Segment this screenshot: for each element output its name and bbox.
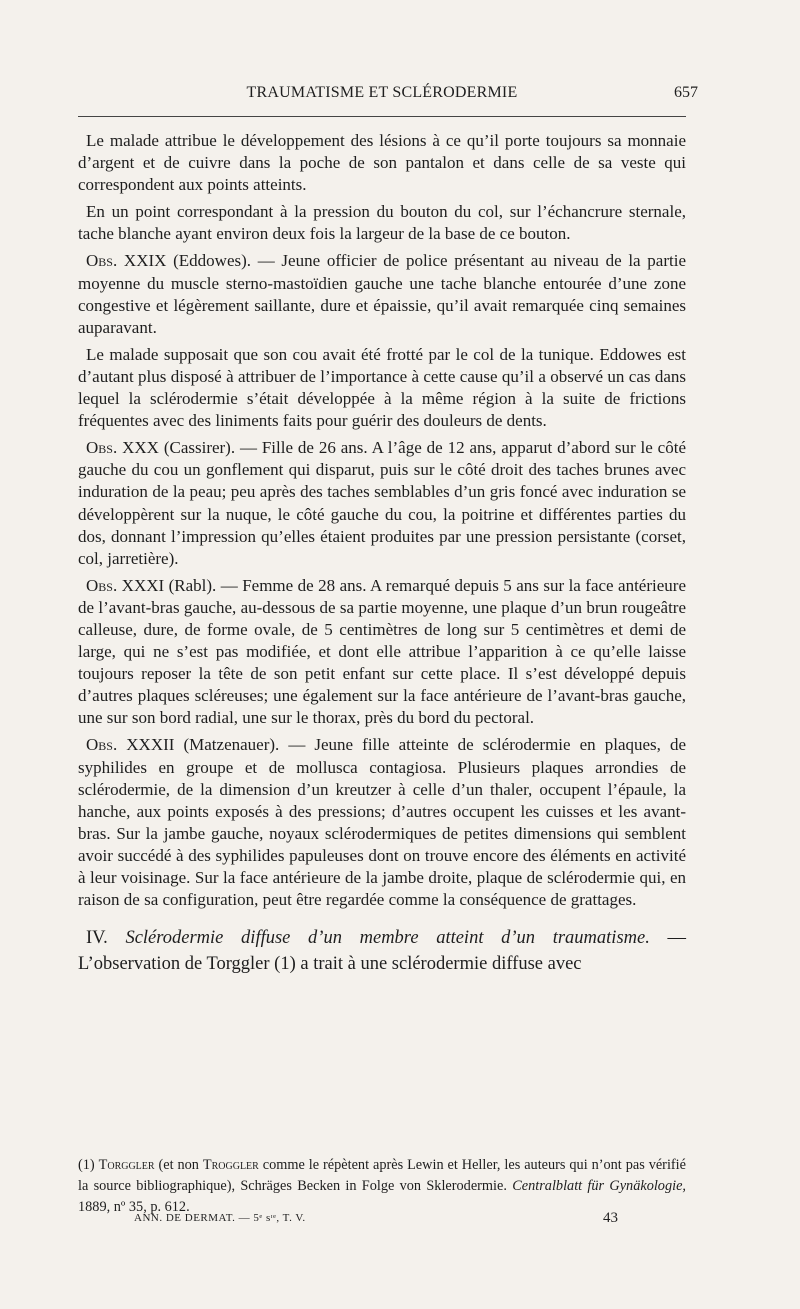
observation-label: Obs. bbox=[86, 735, 118, 755]
signature-number: 43 bbox=[603, 1210, 618, 1226]
running-title: TRAUMATISME ET SCLÉRODERMIE bbox=[246, 84, 518, 101]
section-paragraph bbox=[78, 925, 686, 977]
paragraph bbox=[78, 344, 686, 432]
observation-paragraph bbox=[78, 734, 686, 911]
footnote-text: (et non bbox=[154, 1157, 203, 1173]
paragraph-text: XXX (Cassirer). — Fille de 26 ans. A l’âge de 12 ans, apparut d’abord sur le côté gauche du cou un gonflement qui disparut, puis sur le côté droit des taches brunes avec induration de la peau; peu après des taches semblables d’un gris foncé avec induration se développèrent sur la nuque, le côté gauche du cou, la poitrine et différentes parties du dos, donnant l’impression qu’elles étaient produites par une pression persistante (corset, col, jarretière). bbox=[78, 438, 686, 568]
observation-paragraph bbox=[78, 437, 686, 570]
observation-paragraph bbox=[78, 575, 686, 730]
page-number: 657 bbox=[674, 84, 698, 101]
paragraph-text: XXXII (Matzenauer). — Jeune fille atteinte de sclérodermie en plaques, de syphilides en groupe et de mollusca contagiosa. Plusieurs plaques arrondies de sclérodermie, de la dimension d’un kreutzer à celle d’un thaler, occupent l’épaule, la hanche, aux points exposés à des pressions; d’autres occupent les cuisses et les avant-bras. Sur la jambe gauche, noyaux sclérodermiques de petites dimensions qui semblent avoir succédé à des syphilides papuleuses dont on trouve encore des éléments en activité à leur voisinage. Sur la face antérieure de la jambe droite, plaque de sclérodermie qui, en raison de sa configuration, peut être regardée comme la conséquence de grattages. bbox=[78, 735, 686, 910]
footnote-text: comme le répètent après Lewin et Heller, les auteurs qui n’ont pas vérifié la source bibliographique), Schräges Becken in Folge von Sklerodermie. bbox=[78, 1157, 686, 1194]
footnote-marker: (1) bbox=[78, 1157, 99, 1173]
section-dash: — bbox=[649, 928, 687, 949]
footnote-author: Torggler bbox=[98, 1157, 155, 1173]
printer-signature: ANN. DE DERMAT. — 5ᵉ sᶦᵉ, T. V. bbox=[134, 1212, 306, 1224]
paragraph-text: Le malade attribue le développement des lésions à ce qu’il porte toujours sa monnaie d’argent et de cuivre dans la poche de son pantalon et dans celle de sa veste qui correspondent aux points atteints. bbox=[78, 131, 686, 195]
body-text bbox=[78, 130, 686, 982]
paragraph-text: XXIX (Eddowes). — Jeune officier de police présentant au niveau de la partie moyenne du muscle sterno-mastoïdien gauche une tache blanche entourée d’une zone congestive et légèrement saillante, dure et épaissie, qu’il avait remarquée cinq semaines auparavant. bbox=[78, 251, 686, 337]
paragraph-text: XXXI (Rabl). — Femme de 28 ans. A remarqué depuis 5 ans sur la face antérieure de l’avant-bras gauche, au-dessous de sa partie moyenne, une plaque d’un brun rougeâtre calleuse, dure, de forme ovale, de 5 centimètres de long sur 5 centimètres et demi de large, qui ne s’est pas modifiée, et dont elle attribue l’apparition à ce qu’elle laisse toujours reposer la tête de son petit enfant sur cette place. Il s’est développé depuis d’autres plaques scléreuses; une également sur la face antérieure de l’avant-bras gauche, une sur son bord radial, une sur le thorax, près du bord du pectoral. bbox=[78, 575, 686, 728]
paragraph-text: Le malade supposait que son cou avait été frotté par le col de la tunique. Eddowes est d’autant plus disposé à attribuer de l’importance à cette cause qu’il a observé un cas dans lequel la sclérodermie s’était développée à la même région à la suite de frictions fréquentes avec des liniments faits pour guérir des douleurs de dents. bbox=[78, 344, 686, 431]
observation-paragraph bbox=[78, 250, 686, 338]
section-number: IV. bbox=[86, 928, 108, 949]
section-title: Sclérodermie diffuse d’un membre atteint d’un traumatisme. bbox=[125, 928, 650, 949]
observation-label: Obs. bbox=[86, 251, 118, 271]
paragraph bbox=[78, 201, 686, 245]
footnote-text: 1889, nº 35, p. 612. bbox=[78, 1199, 190, 1215]
paragraph-text: En un point correspondant à la pression du bouton du col, sur l’échancrure sternale, tache blanche ayant environ deux fois la largeur de la base de ce bouton. bbox=[78, 202, 686, 244]
observation-label: Obs. bbox=[86, 438, 118, 458]
footnote-journal: Centralblatt für Gynäkologie, bbox=[512, 1178, 687, 1194]
header-rule bbox=[78, 116, 686, 117]
paragraph bbox=[78, 130, 686, 196]
observation-label: Obs. bbox=[86, 575, 118, 595]
footnote bbox=[78, 1155, 686, 1218]
section-text: L’observation de Torggler (1) a trait à une sclérodermie diffuse avec bbox=[78, 954, 582, 975]
page-header bbox=[78, 84, 698, 108]
footnote-author: Troggler bbox=[202, 1157, 259, 1173]
